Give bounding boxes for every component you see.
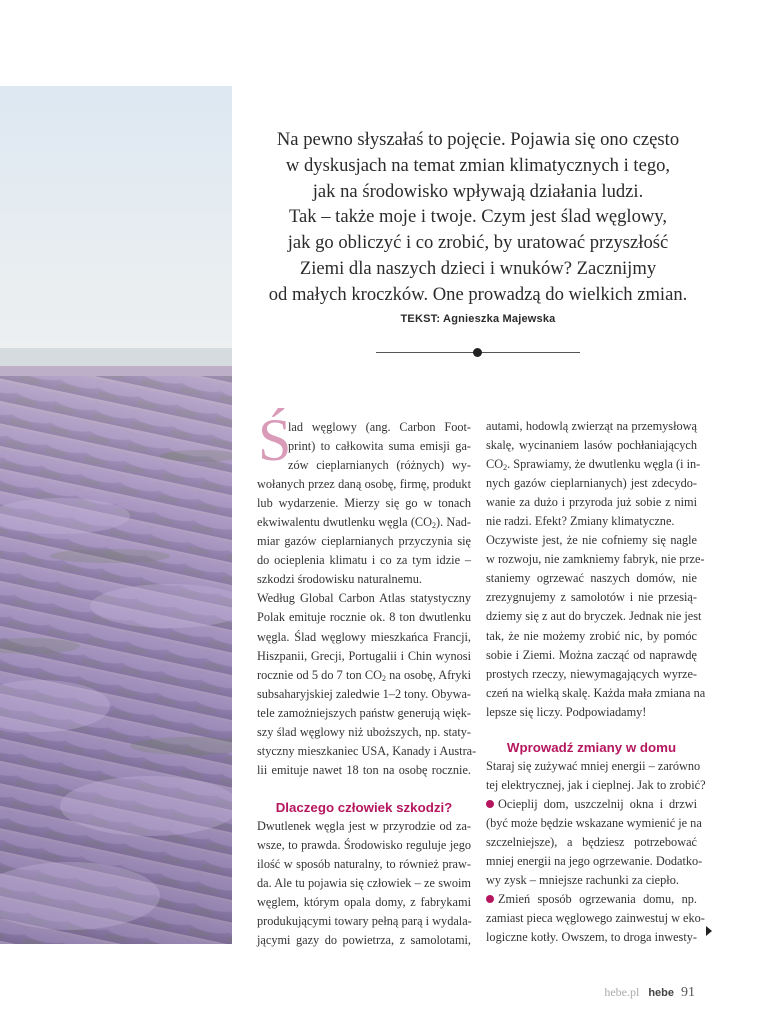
text-line: Hiszpanii, Grecji, Portugalii i Chin wynosi	[257, 648, 471, 663]
text-line: sobie i Ziemi. Można zacząć od naprawdę	[486, 647, 697, 662]
text-line: tele zamożniejszych państw generują więk-	[257, 705, 471, 720]
bullet-dot-icon	[486, 895, 494, 903]
lead-line: od małych kroczków. One prowadzą do wielkich zmian.	[268, 283, 688, 305]
text-line: lepsze się liczy. Podpowiadamy!	[486, 704, 647, 719]
article-column-1	[257, 418, 477, 950]
text-line: print) to całkowita suma emisji ga-	[288, 439, 471, 454]
text-line: węglem, którym opala domy, z fabrykami	[257, 895, 471, 910]
text-line: mniej energii na jego ogrzewanie. Dodatko-	[486, 853, 703, 868]
article-column-2	[486, 417, 706, 947]
text-line: skalę, wycinaniem lasów pochłaniających	[486, 438, 697, 453]
text-line: $CO_2$. Sprawiamy, że dwutlenku węgla (i in-	[486, 457, 701, 473]
text-line: lii emituje nawet 18 ton na osobę rocznie.	[257, 762, 471, 777]
text-line: czeń na wielką skalę. Każda mała zmiana na	[486, 685, 706, 700]
text-line: jącymi gazy do powietrza, z samolotami,	[257, 933, 471, 948]
text-line: Dwutlenek węgla jest w przyrodzie od za-	[257, 818, 471, 833]
divider-dot	[473, 348, 482, 357]
continue-arrow-icon	[706, 926, 712, 936]
lead-line: Na pewno słyszałaś to pojęcie. Pojawia się ono często	[276, 129, 680, 150]
text-line: szczelniejsze), a będziesz potrzebować	[486, 834, 697, 849]
text-line: autami, hodowlą zwierząt na przemysłową	[486, 419, 697, 433]
text-line: ekwiwalentu dwutlenku węgla $(CO_2)$. Nad-	[257, 515, 471, 531]
text-line: zrezygnujemy z samolotów i nie przesią-	[486, 590, 697, 605]
text-line: subsaharyjskiej zaledwie 1–2 tony. Obywa-	[257, 686, 472, 701]
lead-line: Ziemi dla naszych dzieci i wnuków? Zacznijmy	[299, 257, 657, 279]
text-line: wołanych przez daną osobę, firmę, produkt	[257, 477, 471, 492]
text-line: staniemy ogrzewać naszych domów, nie	[486, 571, 697, 586]
lead-line: jak na środowisko wpływają działania ludzi.	[312, 180, 644, 202]
lead-line: Tak – także moje i twoje. Czym jest ślad węglowy,	[288, 206, 668, 228]
text-line: produkującymi towary pełną parą i wydala-	[257, 914, 472, 929]
text-line: w rozwoju, nie zamkniemy fabryk, nie prze-	[486, 552, 705, 567]
spacer	[257, 780, 471, 798]
text-line: (być może będzie wskazane wymienić je na	[486, 815, 702, 830]
footer-brand: hebe	[648, 987, 674, 999]
section-heading: Wprowadź zmiany w domu	[506, 739, 677, 755]
page-footer	[604, 985, 695, 1001]
text-line: zamiast pieca węglowego zainwestuj w eko-	[486, 911, 705, 926]
text-line: rocznie od 5 do 7 ton $CO_2$ na osobę, Afryki	[257, 667, 471, 683]
section-heading: Dlaczego człowiek szkodzi?	[275, 799, 453, 815]
text-line: szy ślad węglowy niż uboższych, np. staty-	[257, 724, 471, 739]
text-line: węgla. Ślad węglowy mieszkańca Francji,	[257, 629, 471, 644]
lavender-field-photo	[0, 86, 232, 944]
text-line: da. Ale tu pojawia się człowiek – ze swoim	[257, 876, 471, 891]
bullet-line: Zmień sposób ogrzewania domu, np.	[486, 890, 697, 909]
text-line: Oczywiste jest, że nie cofniemy się nagle	[486, 533, 697, 548]
text-line: dziemy się z aut do bryczek. Jednak nie jest	[486, 609, 702, 624]
text-line: lad węglowy (ang. Carbon Foot-	[288, 420, 471, 434]
text-line: styczny mieszkaniec USA, Kanady i Austra-	[257, 743, 477, 758]
lead-line: jak go obliczyć i co zrobić, by uratować przyszłość	[287, 232, 669, 254]
text-line: wsze, to prawda. Środowisko reguluje jego	[257, 837, 471, 852]
text-line: miar gazów cieplarnianych przyczynia się	[257, 534, 471, 549]
text-line: zów cieplarnianych (różnych) wy-	[288, 458, 471, 473]
author-byline: TEKST: Agnieszka Majewska	[400, 313, 556, 325]
lead-paragraph	[262, 127, 694, 308]
page-number: 91	[681, 985, 695, 1000]
text-line: logiczne kotły. Owszem, to droga inwesty-	[486, 930, 697, 945]
text-line: Polak emituje rocznie ok. 8 ton dwutlenku	[257, 610, 471, 625]
text-line: ilość w sposób naturalny, to również praw-	[257, 856, 471, 871]
lead-line: w dyskusjach na temat zmian klimatycznych i tego,	[285, 154, 671, 176]
text-line: Według Global Carbon Atlas statystyczny	[257, 591, 471, 606]
text-line: tak, że nie możemy zrobić nic, by pomóc	[486, 628, 697, 643]
text-line: wanie za dużo i przyroda już sobie z nimi	[486, 495, 697, 510]
text-line: szkodzi środowisku naturalnemu.	[257, 572, 422, 587]
text-line: lub wydarzenie. Mierzy się go w tonach	[257, 496, 471, 511]
bullet-line: Ocieplij dom, uszczelnij okna i drzwi	[486, 795, 697, 814]
text-line: tej elektrycznej, jak i cieplnej. Jak to zrobić?	[486, 777, 706, 792]
footer-site: hebe.pl	[604, 985, 640, 999]
spacer	[486, 722, 697, 738]
text-line: prostych rzeczy, niewymagających wyrze-	[486, 666, 697, 681]
text-line: wy zysk – mniejsze rachunki za ciepło.	[486, 873, 679, 888]
text-line: do ocieplenia klimatu i co za tym idzie –	[257, 553, 471, 568]
drop-cap: Ś	[258, 407, 292, 473]
text-line: nych gazów cieplarnianych) jest zdecydo-	[486, 476, 697, 491]
bullet-dot-icon	[486, 800, 494, 808]
text-line: nie radzi. Efekt? Zmiany klimatyczne.	[486, 514, 675, 529]
text-line: Staraj się zużywać mniej energii – zarówno	[486, 758, 701, 773]
